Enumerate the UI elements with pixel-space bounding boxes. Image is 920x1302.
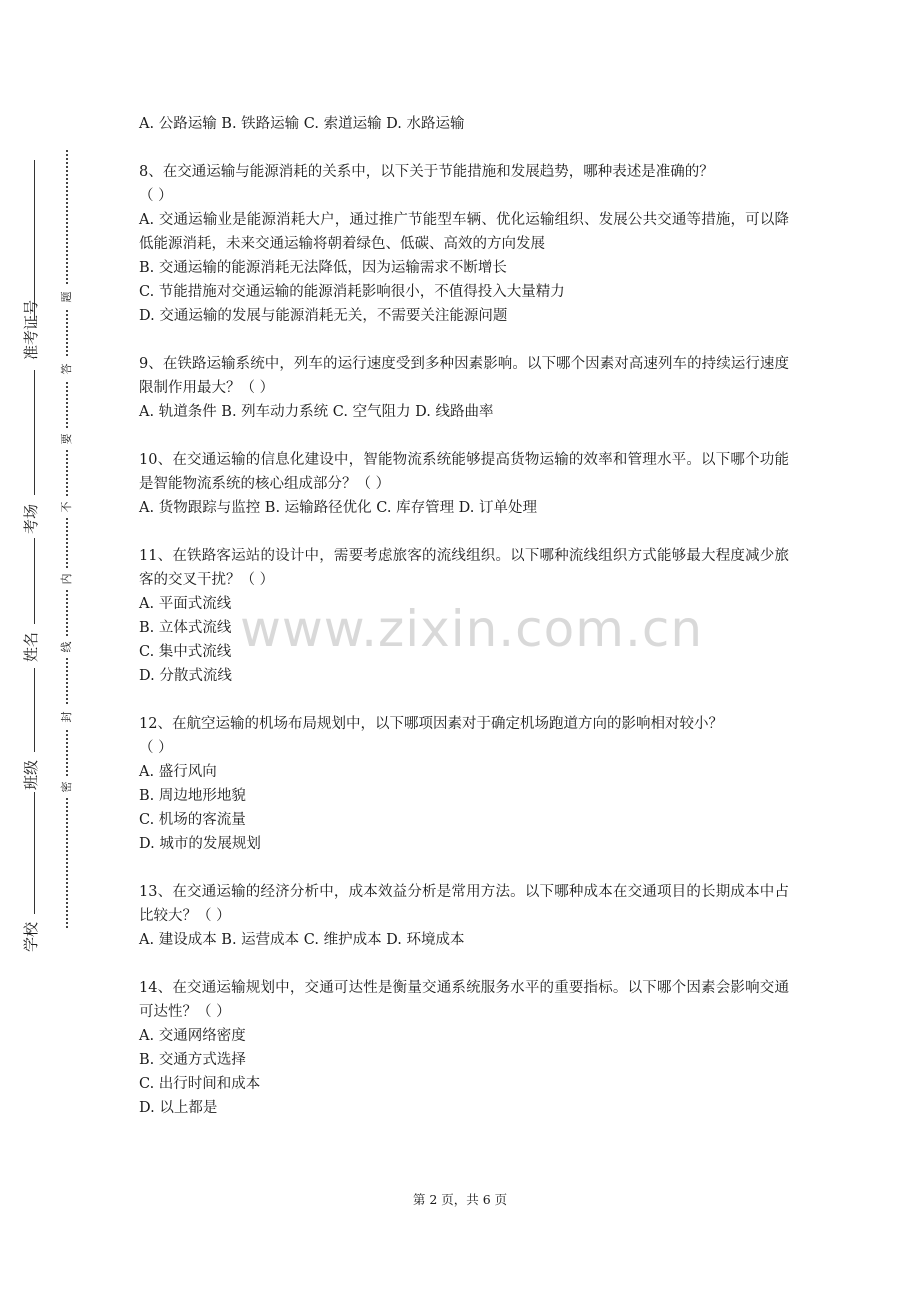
option-line: A. 盛行风向 bbox=[139, 764, 217, 780]
option-line: A. 交通网络密度 bbox=[139, 1028, 246, 1044]
seal-char: 答 bbox=[60, 358, 74, 380]
binding-field-line[interactable] bbox=[34, 160, 35, 320]
question-stem: 14、在交通运输规划中，交通可达性是衡量交通系统服务水平的重要指标。以下哪个因素会影响交通可达性？（ ） bbox=[139, 980, 789, 1020]
seal-char: 密 bbox=[60, 776, 74, 798]
option-line: C. 出行时间和成本 bbox=[139, 1076, 261, 1092]
seal-char: 不 bbox=[60, 496, 74, 518]
seal-char: 题 bbox=[60, 286, 74, 308]
page-footer: 第 2 页，共 6 页 bbox=[412, 1192, 508, 1207]
question-stem: 9、在铁路运输系统中，列车的运行速度受到多种因素影响。以下哪个因素对高速列车的持续运行速度限制作用最大？（ ） bbox=[139, 356, 789, 396]
question-stem: 8、在交通运输与能源消耗的关系中，以下关于节能措施和发展趋势，哪种表述是准确的？ bbox=[139, 164, 714, 180]
question-content bbox=[139, 112, 789, 1144]
binding-field-label: 考场 bbox=[22, 503, 40, 534]
option-line: A. 轨道条件 B. 列车动力系统 C. 空气阻力 D. 线路曲率 bbox=[139, 404, 494, 420]
option-line: D. 以上都是 bbox=[139, 1100, 218, 1116]
question-11 bbox=[139, 544, 789, 688]
option-line: B. 交通运输的能源消耗无法降低，因为运输需求不断增长 bbox=[139, 260, 507, 276]
option-line: B. 立体式流线 bbox=[139, 620, 232, 636]
question-list bbox=[139, 160, 789, 1120]
watermark: www.zixin.com.cn bbox=[240, 600, 704, 658]
question-10 bbox=[139, 448, 789, 520]
question-13 bbox=[139, 880, 789, 952]
prev-question-options bbox=[139, 112, 789, 136]
option-line: C. 节能措施对交通运输的能源消耗影响很小，不值得投入大量精力 bbox=[139, 284, 565, 300]
question-stem: 13、在交通运输的经济分析中，成本效益分析是常用方法。以下哪种成本在交通项目的长期成本中占比较大？（ ） bbox=[139, 884, 789, 924]
question-stem: （ ） bbox=[139, 740, 173, 756]
binding-field-label: 准考证号 bbox=[22, 299, 40, 360]
binding-field-line[interactable] bbox=[34, 538, 35, 624]
question-stem: （ ） bbox=[139, 188, 173, 204]
option-line: A. 公路运输 B. 铁路运输 C. 索道运输 D. 水路运输 bbox=[139, 116, 465, 132]
question-stem: 12、在航空运输的机场布局规划中，以下哪项因素对于确定机场跑道方向的影响相对较小？ bbox=[139, 716, 723, 732]
option-line: C. 机场的客流量 bbox=[139, 812, 246, 828]
option-line: A. 平面式流线 bbox=[139, 596, 232, 612]
binding-field-line[interactable] bbox=[34, 668, 35, 752]
question-stem: 11、在铁路客运站的设计中，需要考虑旅客的流线组织。以下哪种流线组织方式能够最大程度减少旅客的交叉干扰？（ ） bbox=[139, 548, 789, 588]
option-line: D. 交通运输的发展与能源消耗无关，不需要关注能源问题 bbox=[139, 308, 508, 324]
seal-char: 内 bbox=[60, 568, 74, 590]
binding-margin bbox=[0, 0, 120, 1302]
question-14 bbox=[139, 976, 789, 1120]
option-line: C. 集中式流线 bbox=[139, 644, 232, 660]
option-line: D. 分散式流线 bbox=[139, 668, 232, 684]
binding-field-line[interactable] bbox=[34, 792, 35, 914]
option-line: A. 货物跟踪与监控 B. 运输路径优化 C. 库存管理 D. 订单处理 bbox=[139, 500, 538, 516]
question-8 bbox=[139, 160, 789, 328]
question-9 bbox=[139, 352, 789, 424]
seal-char: 线 bbox=[60, 636, 74, 658]
binding-field-label: 班级 bbox=[22, 759, 40, 790]
option-line: A. 建设成本 B. 运营成本 C. 维护成本 D. 环境成本 bbox=[139, 932, 465, 948]
seal-char: 封 bbox=[60, 706, 74, 728]
binding-field-line[interactable] bbox=[34, 370, 35, 495]
option-line: A. 交通运输业是能源消耗大户，通过推广节能型车辆、优化运输组织、发展公共交通等措施，可以降低能源消耗，未来交通运输将朝着绿色、低碳、高效的方向发展 bbox=[139, 212, 789, 252]
seal-char: 要 bbox=[60, 428, 74, 450]
seal-dotted-line bbox=[66, 150, 68, 928]
binding-field-label: 姓名 bbox=[22, 631, 40, 662]
option-line: D. 城市的发展规划 bbox=[139, 836, 261, 852]
question-12 bbox=[139, 712, 789, 856]
binding-field-label: 学校 bbox=[22, 921, 40, 952]
question-stem: 10、在交通运输的信息化建设中，智能物流系统能够提高货物运输的效率和管理水平。以下哪个功能是智能物流系统的核心组成部分？（ ） bbox=[139, 452, 789, 492]
option-line: B. 交通方式选择 bbox=[139, 1052, 246, 1068]
option-line: B. 周边地形地貌 bbox=[139, 788, 246, 804]
